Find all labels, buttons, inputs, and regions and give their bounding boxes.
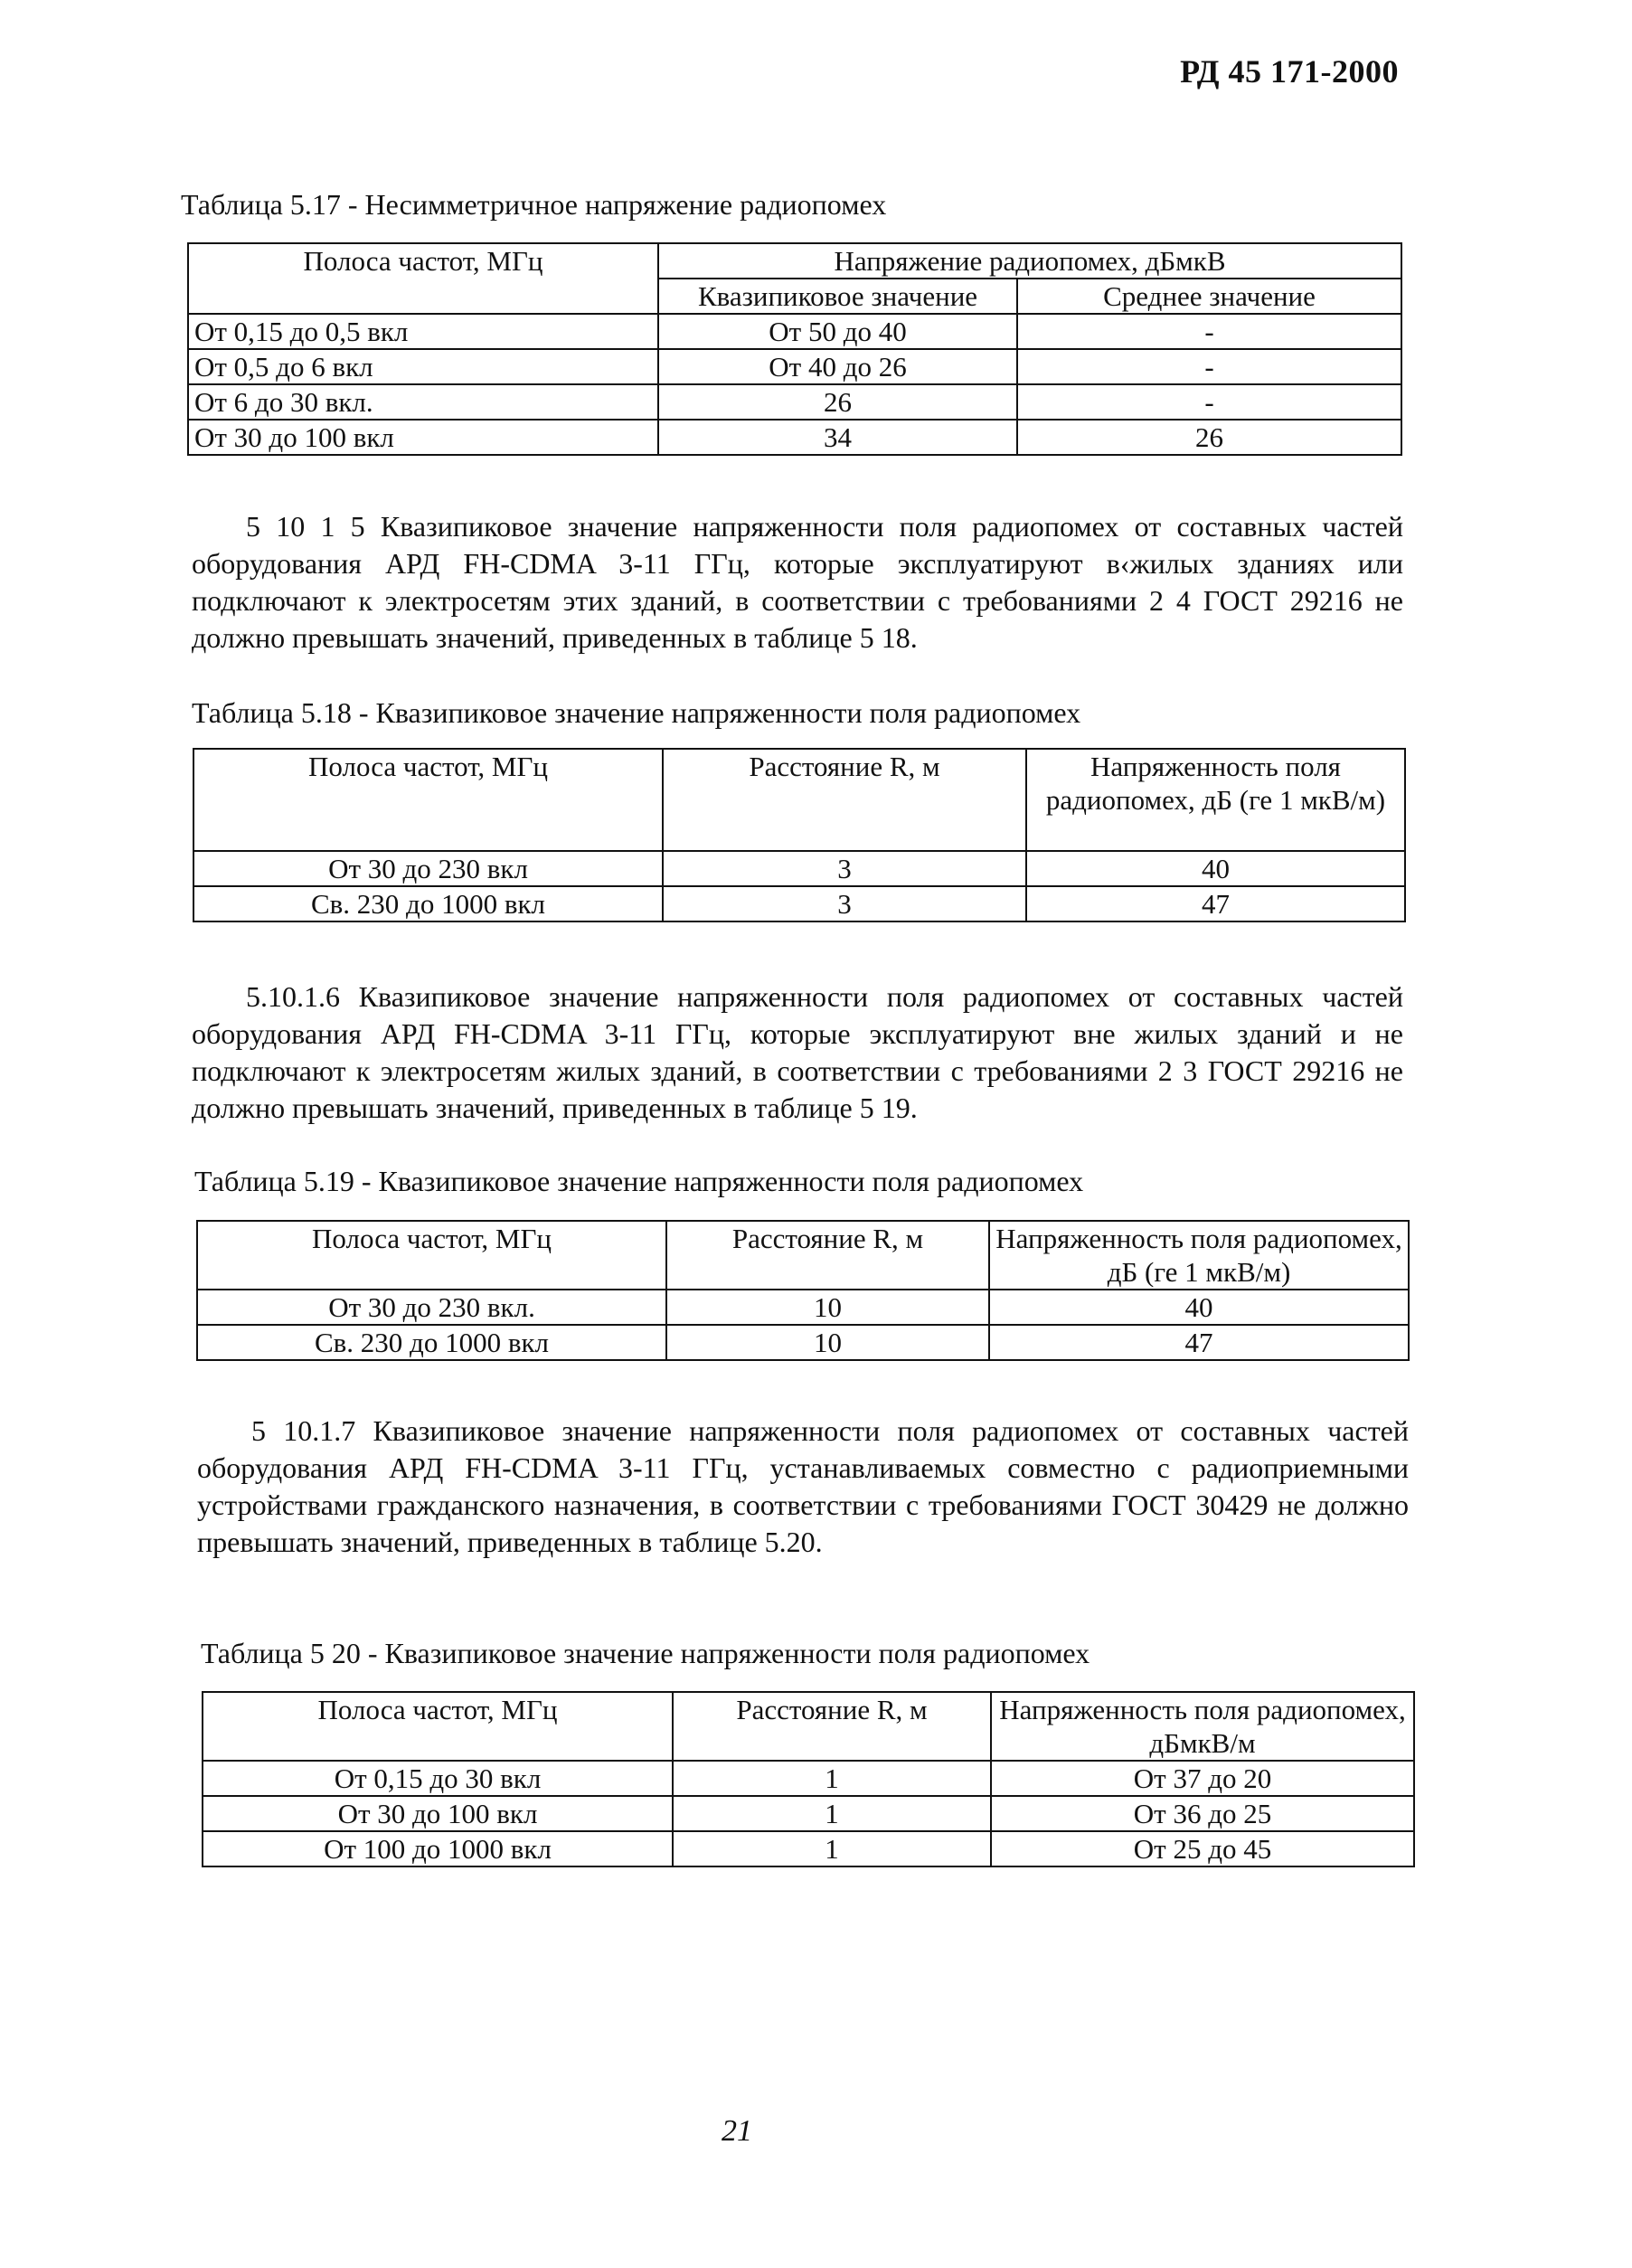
col-header-band: Полоса частот, МГц bbox=[197, 1221, 666, 1290]
col-header-distance: Расстояние R, м bbox=[666, 1221, 989, 1290]
table-header-row bbox=[193, 749, 1405, 851]
paragraph-5-10-1-6 bbox=[192, 978, 1403, 1127]
page-number: 21 bbox=[722, 2114, 752, 2148]
cell-band: От 30 до 100 вкл bbox=[188, 420, 658, 455]
cell-band: От 30 до 100 вкл bbox=[203, 1796, 673, 1831]
cell-band: Св. 230 до 1000 вкл bbox=[197, 1325, 666, 1360]
col-header-avg: Среднее значение bbox=[1017, 279, 1401, 314]
table-header-row bbox=[197, 1221, 1409, 1290]
cell-band: От 30 до 230 вкл bbox=[193, 851, 663, 886]
cell-band: От 100 до 1000 вкл bbox=[203, 1831, 673, 1866]
table-row bbox=[193, 851, 1405, 886]
table-row bbox=[197, 1325, 1409, 1360]
cell-distance: 1 bbox=[673, 1831, 991, 1866]
cell-field: 47 bbox=[1026, 886, 1405, 921]
col-header-band: Полоса частот, МГц bbox=[188, 243, 658, 314]
cell-band: От 0,5 до 6 вкл bbox=[188, 349, 658, 384]
col-header-voltage: Напряжение радиопомех, дБмкВ bbox=[658, 243, 1401, 279]
table-row bbox=[193, 886, 1405, 921]
paragraph-5-10-1-5 bbox=[192, 508, 1403, 657]
table-row bbox=[188, 349, 1401, 384]
cell-avg: - bbox=[1017, 314, 1401, 349]
cell-field: От 37 до 20 bbox=[991, 1761, 1414, 1796]
paragraph-text: 5.10.1.6 Квазипиковое значение напряженности поля радиопомех от составных частей оборудования АРД FH-CDMA 3-11 ГГц, которые эксплуатируют вне жилых зданий и не подключают к электросетям жилых зданий, в соответствии с требованиями 2 3 ГОСТ 29216 не должно превышать значений, приведенных в таблице 5 19. bbox=[192, 980, 1403, 1124]
cell-distance: 3 bbox=[663, 851, 1026, 886]
cell-distance: 3 bbox=[663, 886, 1026, 921]
table-row bbox=[188, 314, 1401, 349]
cell-band: От 30 до 230 вкл. bbox=[197, 1290, 666, 1325]
cell-field: 40 bbox=[989, 1290, 1409, 1325]
col-header-band: Полоса частот, МГц bbox=[203, 1692, 673, 1761]
cell-distance: 1 bbox=[673, 1761, 991, 1796]
col-header-field: Напряженность поля радиопомех, дБ (ге 1 мкВ/м) bbox=[1026, 749, 1405, 851]
table-header-row bbox=[188, 243, 1401, 279]
cell-quasi: 26 bbox=[658, 384, 1017, 420]
cell-band: От 6 до 30 вкл. bbox=[188, 384, 658, 420]
table-row bbox=[203, 1831, 1414, 1866]
table-row bbox=[188, 420, 1401, 455]
table-row bbox=[188, 384, 1401, 420]
cell-avg: 26 bbox=[1017, 420, 1401, 455]
paragraph-5-10-1-7 bbox=[197, 1413, 1409, 1561]
table-5-17 bbox=[187, 242, 1402, 456]
cell-band: От 0,15 до 30 вкл bbox=[203, 1761, 673, 1796]
table-5-18-caption: Таблица 5.18 - Квазипиковое значение напряженности поля радиопомех bbox=[192, 696, 1081, 729]
table-5-17-caption: Таблица 5.17 - Несимметричное напряжение радиопомех bbox=[181, 188, 887, 221]
table-row bbox=[203, 1796, 1414, 1831]
table-header-row bbox=[203, 1692, 1414, 1761]
paragraph-text: 5 10.1.7 Квазипиковое значение напряженности поля радиопомех от составных частей оборудования АРД FH-CDMA 3-11 ГГц, устанавливаемых совместно с радиоприемными устройствами гражданского назначения, в соответствии с требованиями ГОСТ 30429 не должно превышать значений, приведенных в таблице 5.20. bbox=[197, 1414, 1409, 1558]
cell-field: 40 bbox=[1026, 851, 1405, 886]
col-header-field: Напряженность поля радиопомех, дБ (ге 1 мкВ/м) bbox=[989, 1221, 1409, 1290]
cell-distance: 10 bbox=[666, 1325, 989, 1360]
table-5-19-caption: Таблица 5.19 - Квазипиковое значение напряженности поля радиопомех bbox=[194, 1165, 1084, 1197]
table-5-20-caption: Таблица 5 20 - Квазипиковое значение напряженности поля радиопомех bbox=[201, 1637, 1090, 1669]
table-row bbox=[197, 1290, 1409, 1325]
cell-band: От 0,15 до 0,5 вкл bbox=[188, 314, 658, 349]
cell-quasi: 34 bbox=[658, 420, 1017, 455]
cell-distance: 1 bbox=[673, 1796, 991, 1831]
cell-field: 47 bbox=[989, 1325, 1409, 1360]
cell-quasi: От 40 до 26 bbox=[658, 349, 1017, 384]
cell-band: Св. 230 до 1000 вкл bbox=[193, 886, 663, 921]
document-code: РД 45 171-2000 bbox=[1180, 53, 1399, 90]
col-header-distance: Расстояние R, м bbox=[663, 749, 1026, 851]
cell-quasi: От 50 до 40 bbox=[658, 314, 1017, 349]
cell-avg: - bbox=[1017, 384, 1401, 420]
cell-field: От 36 до 25 bbox=[991, 1796, 1414, 1831]
cell-field: От 25 до 45 bbox=[991, 1831, 1414, 1866]
table-5-19 bbox=[196, 1220, 1410, 1361]
table-row bbox=[203, 1761, 1414, 1796]
cell-distance: 10 bbox=[666, 1290, 989, 1325]
table-5-20 bbox=[202, 1691, 1415, 1867]
col-header-quasi: Квазипиковое значение bbox=[658, 279, 1017, 314]
col-header-band: Полоса частот, МГц bbox=[193, 749, 663, 851]
table-5-18 bbox=[193, 748, 1406, 922]
col-header-distance: Расстояние R, м bbox=[673, 1692, 991, 1761]
col-header-field: Напряженность поля радиопомех, дБмкВ/м bbox=[991, 1692, 1414, 1761]
cell-avg: - bbox=[1017, 349, 1401, 384]
paragraph-text: 5 10 1 5 Квазипиковое значение напряженности поля радиопомех от составных частей оборудования АРД FH-CDMA 3-11 ГГц, которые эксплуатируют в‹жилых зданиях или подключают к электросетям этих зданий, в соответствии с требованиями 2 4 ГОСТ 29216 не должно превышать значений, приведенных в таблице 5 18. bbox=[192, 510, 1403, 654]
